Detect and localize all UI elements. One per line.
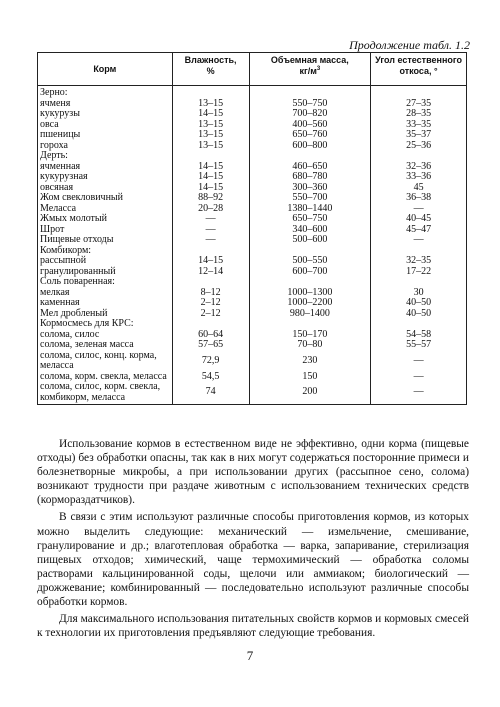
cell-repose-angle: 27–35 — [371, 99, 467, 110]
cell-repose-angle: — — [371, 372, 467, 383]
cell-bulk-density — [249, 277, 371, 288]
cell-repose-angle: 45 — [371, 183, 467, 194]
header-feed: Корм — [38, 53, 173, 86]
cell-feed: Соль поваренная: — [38, 277, 173, 288]
table-caption: Продолжение табл. 1.2 — [349, 38, 470, 52]
header-moisture: Влажность, % — [172, 53, 249, 86]
cell-repose-angle — [371, 151, 467, 162]
cell-moisture: 54,5 — [172, 372, 249, 383]
cell-feed: солома, корм. свекла, меласса — [38, 372, 173, 383]
cell-moisture: 60–64 — [172, 330, 249, 341]
cell-repose-angle: 45–47 — [371, 225, 467, 236]
cell-moisture: 13–15 — [172, 120, 249, 131]
cell-bulk-density: 500–550 — [249, 256, 371, 267]
cell-bulk-density: 70–80 — [249, 340, 371, 351]
cell-feed: Мел дробленый — [38, 309, 173, 320]
cell-repose-angle: 17–22 — [371, 267, 467, 278]
cell-feed: гороха — [38, 141, 173, 152]
cell-repose-angle: 40–45 — [371, 214, 467, 225]
cell-repose-angle: 32–35 — [371, 256, 467, 267]
paragraph: Использование кормов в естественном виде не эффективно, одни корма (пищевые отходы) без обработки опасны, так как в них могут содержаться посторонние примеси и болезнетворные микробы, а при использовании других (рассыпное сено, солома) возникают трудности при раздаче животным с использованием технических средств (кормораздатчиков). — [37, 438, 469, 507]
table-row — [38, 172, 467, 183]
cell-repose-angle: — — [371, 351, 467, 372]
cell-bulk-density: 550–700 — [249, 193, 371, 204]
cell-bulk-density: 400–560 — [249, 120, 371, 131]
cell-repose-angle: 55–57 — [371, 340, 467, 351]
cell-repose-angle — [371, 319, 467, 330]
cell-bulk-density: 700–820 — [249, 109, 371, 120]
cell-repose-angle: 33–35 — [371, 120, 467, 131]
cell-bulk-density: 550–750 — [249, 99, 371, 110]
cell-bulk-density: 300–360 — [249, 183, 371, 194]
cell-bulk-density: 600–700 — [249, 267, 371, 278]
cell-repose-angle: 40–50 — [371, 309, 467, 320]
cell-repose-angle: 25–36 — [371, 141, 467, 152]
cell-moisture: — — [172, 214, 249, 225]
cell-feed: мелкая — [38, 288, 173, 299]
cell-repose-angle: — — [371, 382, 467, 405]
cell-bulk-density: 460–650 — [249, 162, 371, 173]
table-row — [38, 288, 467, 299]
cell-feed: солома, зеленая масса — [38, 340, 173, 351]
cell-bulk-density: 600–800 — [249, 141, 371, 152]
cell-repose-angle — [371, 277, 467, 288]
cell-moisture: 14–15 — [172, 256, 249, 267]
cell-feed: Жом свекловичный — [38, 193, 173, 204]
cell-bulk-density — [249, 319, 371, 330]
cell-moisture: 57–65 — [172, 340, 249, 351]
cell-repose-angle: 35–37 — [371, 130, 467, 141]
cell-moisture: 13–15 — [172, 99, 249, 110]
cell-feed: Пищевые отходы — [38, 235, 173, 246]
table-row — [38, 99, 467, 110]
cell-moisture — [172, 319, 249, 330]
cell-feed: солома, силос — [38, 330, 173, 341]
cell-moisture: 20–28 — [172, 204, 249, 215]
cell-bulk-density: 500–600 — [249, 235, 371, 246]
cell-repose-angle: — — [371, 235, 467, 246]
feed-properties-table — [37, 52, 467, 405]
cell-repose-angle: 54–58 — [371, 330, 467, 341]
cell-bulk-density: 650–760 — [249, 130, 371, 141]
cell-moisture: 72,9 — [172, 351, 249, 372]
cell-feed: овсяная — [38, 183, 173, 194]
cell-moisture: 14–15 — [172, 109, 249, 120]
cell-repose-angle: 36–38 — [371, 193, 467, 204]
table-row — [38, 235, 467, 246]
table-row — [38, 340, 467, 351]
cell-bulk-density: 680–780 — [249, 172, 371, 183]
cell-bulk-density: 650–750 — [249, 214, 371, 225]
cell-moisture: — — [172, 235, 249, 246]
cell-feed: Зерно: — [38, 86, 173, 99]
cell-feed: солома, силос, конц. корма, меласса — [38, 351, 173, 372]
cell-feed: ячменная — [38, 162, 173, 173]
cell-feed: пшеницы — [38, 130, 173, 141]
paragraph: В связи с этим используют различные способы приготовления кормов, из которых можно выделить следующие: механический — измельчение, смешивание, гранулирование и др.; влаготепловая обработка — варка, запаривание, стерилизация пищевых отходов; химический, чаще термохимический — обработка соломы растворами кальцинированной соды, щелочи или аммиаком; биологический — дрожжевание; комбинированный — последовательно используют различные способы обработки кормов. — [37, 511, 469, 609]
cell-moisture: 14–15 — [172, 183, 249, 194]
table-row — [38, 151, 467, 162]
cell-repose-angle: 32–36 — [371, 162, 467, 173]
cell-feed: Комбикорм: — [38, 246, 173, 257]
cell-repose-angle: 33–36 — [371, 172, 467, 183]
table-row — [38, 141, 467, 152]
table-row — [38, 351, 467, 372]
table-header-row — [38, 53, 467, 86]
table-row — [38, 214, 467, 225]
cell-moisture: 14–15 — [172, 172, 249, 183]
cell-feed: рассыпной — [38, 256, 173, 267]
cell-moisture: 13–15 — [172, 130, 249, 141]
cell-moisture: 14–15 — [172, 162, 249, 173]
cell-feed: Шрот — [38, 225, 173, 236]
cell-feed: кукурузы — [38, 109, 173, 120]
cell-bulk-density — [249, 151, 371, 162]
cell-feed: Меласса — [38, 204, 173, 215]
cell-feed: каменная — [38, 298, 173, 309]
table-row — [38, 193, 467, 204]
cell-repose-angle: 30 — [371, 288, 467, 299]
header-repose-angle: Угол естественного откоса, ° — [371, 53, 467, 86]
cell-bulk-density — [249, 86, 371, 99]
cell-moisture — [172, 151, 249, 162]
page-number: 7 — [246, 648, 254, 663]
table-row — [38, 382, 467, 405]
table-row — [38, 130, 467, 141]
cell-bulk-density: 150 — [249, 372, 371, 383]
cell-moisture — [172, 277, 249, 288]
cell-repose-angle: 28–35 — [371, 109, 467, 120]
header-bulk-density: Объемная масса, $кг/м^3$ — [249, 53, 371, 86]
table-row — [38, 319, 467, 330]
cell-feed: гранулированный — [38, 267, 173, 278]
cell-moisture: 13–15 — [172, 141, 249, 152]
cell-bulk-density: 150–170 — [249, 330, 371, 341]
cell-feed: кукурузная — [38, 172, 173, 183]
cell-moisture: 8–12 — [172, 288, 249, 299]
cell-bulk-density: 1000–2200 — [249, 298, 371, 309]
table-body — [38, 86, 467, 405]
cell-feed: солома, силос, корм. свекла, комбикорм, меласса — [38, 382, 173, 405]
cell-moisture: 12–14 — [172, 267, 249, 278]
body-text — [37, 437, 469, 643]
table-row — [38, 246, 467, 257]
cell-feed: Жмых молотый — [38, 214, 173, 225]
paragraph: Для максимального использования питательных свойств кормов и кормовых смесей к технологии их приготовления предъявляют следующие требования. — [37, 613, 469, 640]
cell-feed: Дерть: — [38, 151, 173, 162]
table-row — [38, 109, 467, 120]
cell-moisture: — — [172, 225, 249, 236]
cell-bulk-density: 980–1400 — [249, 309, 371, 320]
cell-feed: ячменя — [38, 99, 173, 110]
cell-feed: Кормосмесь для КРС: — [38, 319, 173, 330]
table-row — [38, 298, 467, 309]
cell-repose-angle — [371, 86, 467, 99]
cell-bulk-density: 1380–1440 — [249, 204, 371, 215]
table-row — [38, 277, 467, 288]
cell-repose-angle: 40–50 — [371, 298, 467, 309]
cell-moisture: 88–92 — [172, 193, 249, 204]
cell-repose-angle: — — [371, 204, 467, 215]
cell-feed: овса — [38, 120, 173, 131]
table-row — [38, 162, 467, 173]
cell-moisture — [172, 86, 249, 99]
table-row — [38, 120, 467, 131]
cell-bulk-density: 1000–1300 — [249, 288, 371, 299]
cell-bulk-density: 340–600 — [249, 225, 371, 236]
cell-moisture: 74 — [172, 382, 249, 405]
cell-moisture: 2–12 — [172, 309, 249, 320]
cell-moisture: 2–12 — [172, 298, 249, 309]
table-row — [38, 86, 467, 99]
table-row — [38, 256, 467, 267]
cell-bulk-density: 230 — [249, 351, 371, 372]
cell-bulk-density: 200 — [249, 382, 371, 405]
